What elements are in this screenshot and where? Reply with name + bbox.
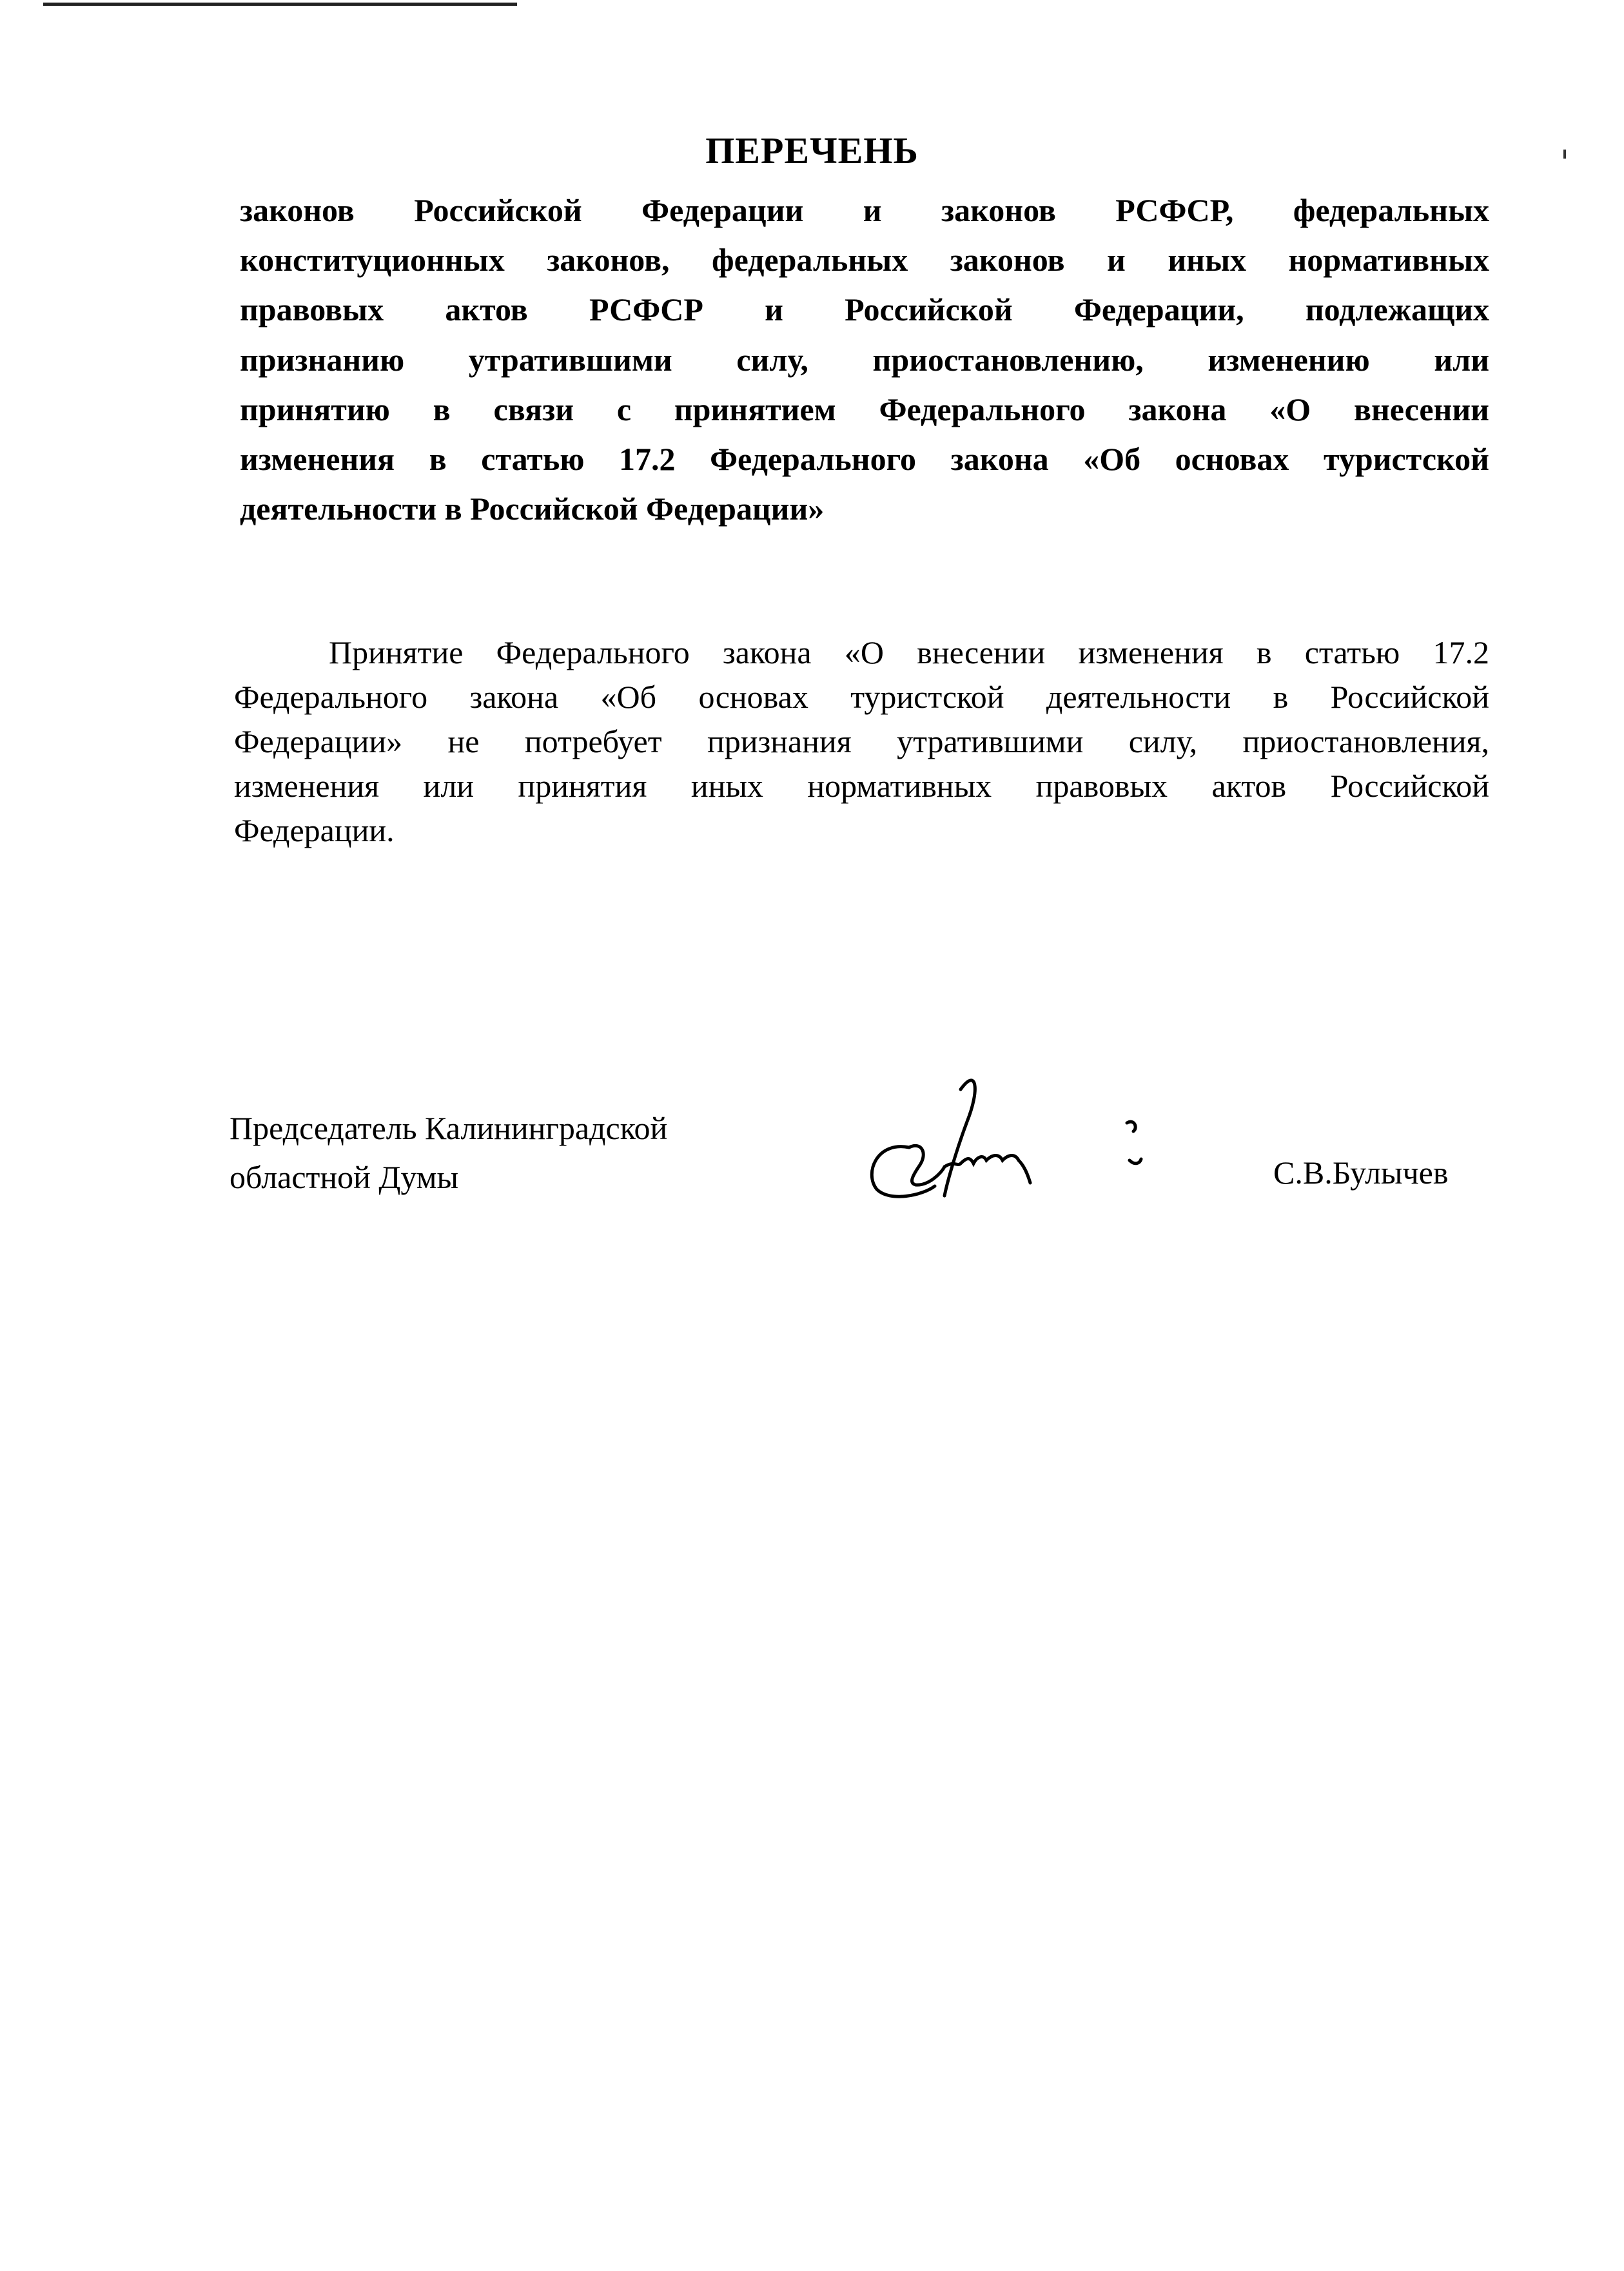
heading-line: конституционных законов, федеральных законов и иных нормативных: [240, 242, 1489, 278]
heading-line: изменения в статью 17.2 Федерального закона «Об основах туристской: [240, 440, 1489, 477]
handwritten-signature: [864, 1070, 1173, 1205]
body-line: Принятие Федерального закона «О внесении изменения в статью 17.2: [329, 634, 1489, 670]
signatory-title-line: областной Думы: [230, 1159, 459, 1195]
body-paragraph: [234, 630, 1489, 853]
heading-line: признанию утратившими силу, приостановлению, изменению или: [240, 341, 1489, 378]
scan-edge-line: [43, 3, 517, 6]
signatory-name: С.В.Булычев: [1273, 1155, 1449, 1191]
heading-line: правовых актов РСФСР и Российской Федерации, подлежащих: [240, 291, 1489, 328]
body-line: Федерации.: [234, 812, 395, 848]
document-title: ПЕРЕЧЕНЬ: [705, 130, 919, 171]
heading-line: деятельности в Российской Федерации»: [240, 491, 825, 527]
heading-line: законов Российской Федерации и законов РСФСР, федеральных: [240, 192, 1489, 228]
body-line: Федерации» не потребует признания утратившими силу, приостановления,: [234, 723, 1489, 759]
body-line: Федерального закона «Об основах туристской деятельности в Российской: [234, 679, 1489, 715]
heading-line: принятию в связи с принятием Федерального закона «О внесении: [240, 391, 1489, 427]
document-heading: [240, 186, 1489, 534]
signatory-title: [230, 1104, 667, 1202]
body-line: изменения или принятия иных нормативных правовых актов Российской: [234, 768, 1489, 804]
signatory-title-line: Председатель Калининградской: [230, 1110, 668, 1146]
